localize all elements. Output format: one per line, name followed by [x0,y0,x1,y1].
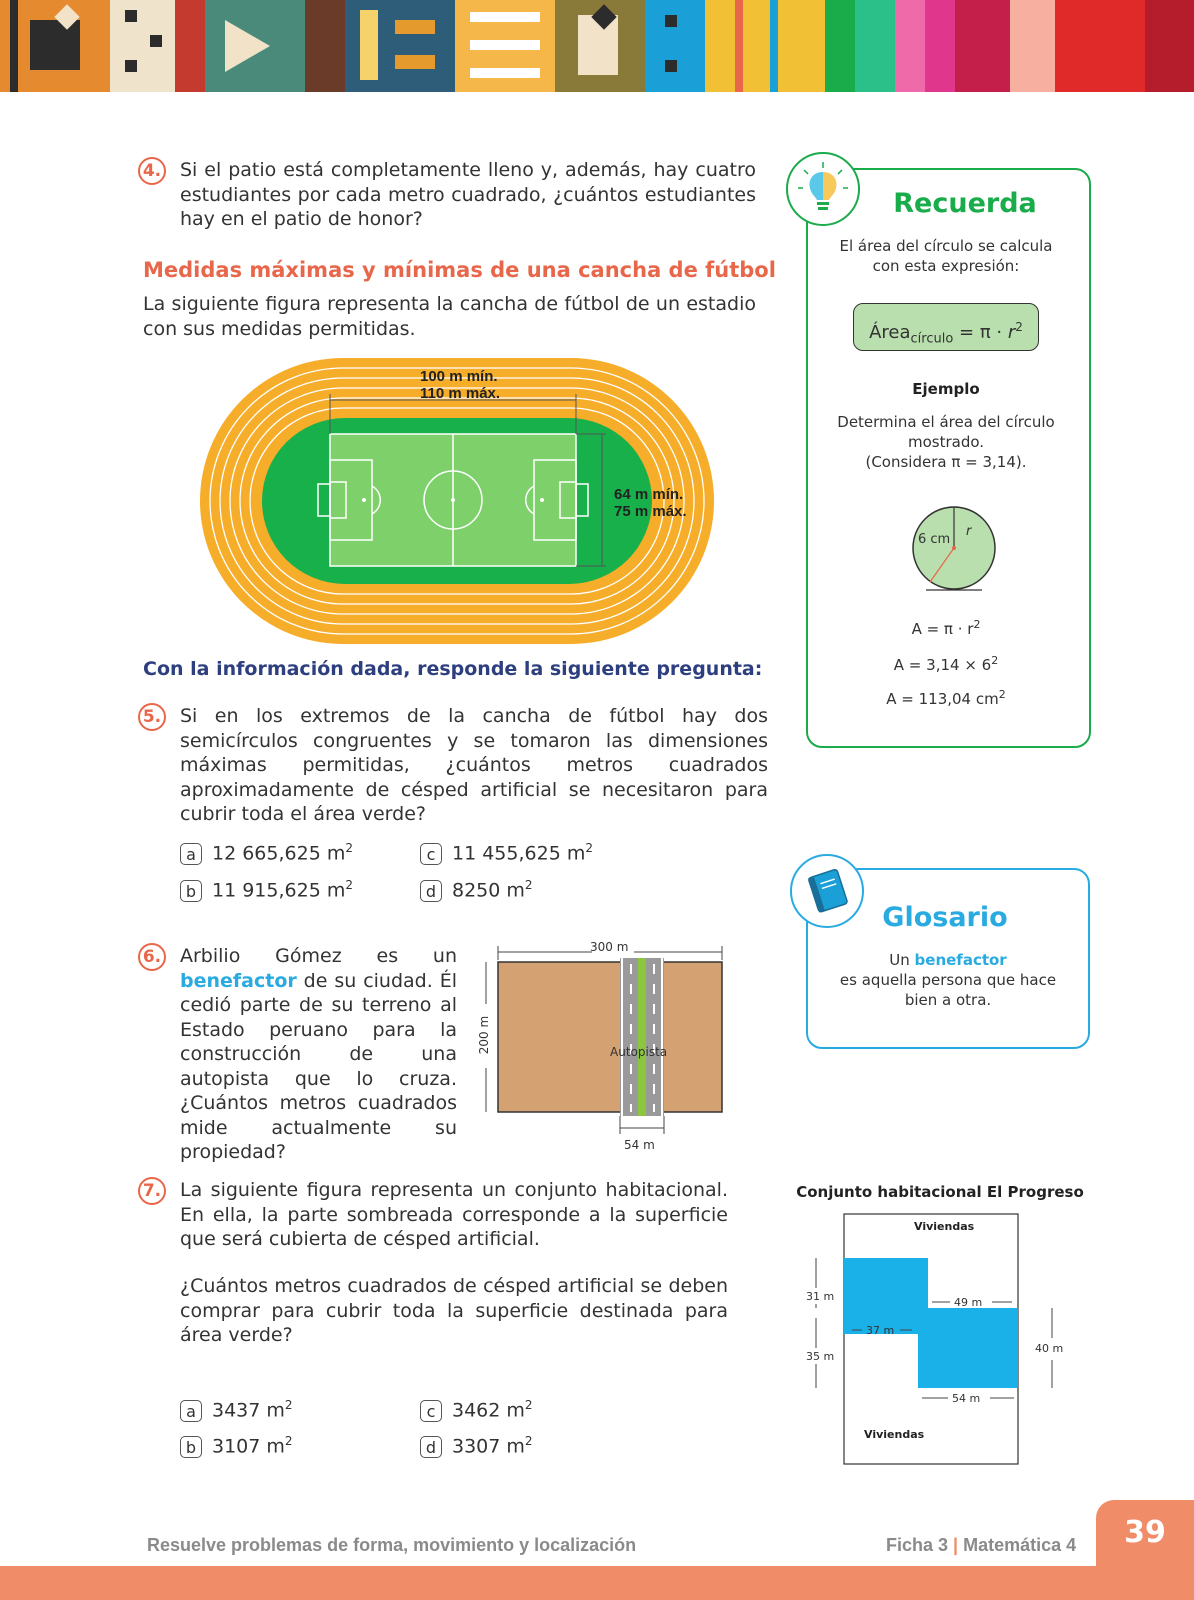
formula-exp: 2 [1015,320,1023,334]
option-exponent: 2 [345,878,353,892]
stadium-height-max: 75 m máx. [614,503,687,520]
dim-31m: 31 m [806,1290,835,1303]
question-6-text [180,944,457,1165]
glosario-pre: Un [889,951,915,969]
q7-option-c[interactable] [420,1392,533,1422]
formula-main: Área [869,322,911,343]
glosario-keyword: benefactor [914,951,1007,969]
question-7-text-2: ¿Cuántos metros cuadrados de césped artificial se deben comprar para cubrir toda la superficie destinada para área verde? [180,1275,728,1346]
example-step-2 [826,654,1066,674]
q6-text-before: Arbilio Gómez es un [180,945,457,967]
dim-35m: 35 m [806,1350,835,1363]
glosario-title: Glosario [882,902,1008,933]
recuerda-text: El área del círculo se calcula con esta expresión: [839,237,1053,275]
option-value: 3307 m [452,1435,525,1458]
q5-option-b[interactable] [180,872,353,902]
option-exponent: 2 [524,1434,533,1448]
housing-bottom-label: Viviendas [864,1428,925,1441]
option-letter: b [180,880,202,902]
formula-subscript: círculo [910,331,954,347]
step-1-exp: 2 [973,618,981,631]
option-value: 8250 m [452,879,525,902]
example-step-1 [826,618,1066,638]
option-letter: d [420,880,442,902]
q7-option-b[interactable] [180,1428,293,1458]
section-title: Medidas máximas y mínimas de una cancha de fútbol [143,258,776,282]
q7-option-a[interactable] [180,1392,293,1422]
step-2-exp: 2 [991,654,999,667]
section-intro: La siguiente figura representa la cancha de fútbol de un estadio con sus medidas permitidas. [143,293,756,340]
option-exponent: 2 [585,841,593,855]
brain-lightbulb-icon [786,152,860,226]
step-2-text: A = 3,14 × 6 [893,656,992,674]
example-step-3 [826,688,1066,708]
housing-figure [800,1210,1070,1470]
example-title: Ejemplo [912,380,980,398]
question-4-number: 4. [138,157,166,185]
q7-option-d[interactable] [420,1428,533,1458]
question-5-text: Si en los extremos de la cancha de fútbol hay dos semicírculos congruentes y se tomaron las dimensiones máximas permitidas, ¿cuántos metros cuadrados aproximadamente de césped artificial se necesitaron para cubrir toda el área verde? [180,705,768,825]
circle-diameter-label: 6 cm [918,532,951,547]
road-label: Autopista [610,1045,668,1059]
example-text-1: Determina el área del círculo mostrado. [837,413,1055,451]
option-letter: a [180,843,202,865]
property-bottom-dimension: 54 m [624,1138,655,1152]
option-letter: b [180,1436,202,1458]
option-letter: d [420,1436,442,1458]
question-5-number: 5. [138,703,166,731]
book-icon [790,854,864,928]
area-formula [853,303,1039,351]
question-7-text-1: La siguiente figura representa un conjunto habitacional. En ella, la parte sombreada corresponde a la superficie que será cubierta de césped artificial. [180,1179,728,1250]
stadium-width-max: 110 m máx. [420,385,501,402]
glosario-definition [828,950,1068,1010]
dim-49m: 49 m [954,1296,983,1309]
option-exponent: 2 [524,878,533,892]
stadium-figure [200,356,714,646]
example-circle [906,502,1000,594]
decorative-banner [0,0,1194,92]
housing-figure-title: Conjunto habitacional El Progreso [796,1183,1084,1201]
footer-right-text [886,1535,1076,1556]
option-letter: c [420,1400,442,1422]
formula-rest: = π · [953,322,1008,343]
dim-54m: 54 m [952,1392,981,1405]
option-exponent: 2 [345,841,353,855]
recuerda-title: Recuerda [893,188,1037,219]
glosario-post: es aquella persona que hace bien a otra. [839,971,1057,1009]
section-prompt: Con la información dada, responde la siguiente pregunta: [143,658,763,680]
stadium-width-min: 100 m mín. [420,368,498,385]
option-value: 12 665,625 m [212,842,346,865]
option-exponent: 2 [524,1398,533,1412]
step-1-text: A = π · r [911,620,974,638]
stadium-height-min: 64 m mín. [614,486,684,503]
example-text-2: (Considera π = 3,14). [865,453,1027,471]
q6-text-after: de su ciudad. Él cedió parte de su terreno al Estado peruano para la construcción de una autopista que lo cruza. ¿Cuántos metros cuadrados mide actualmente su propiedad? [180,969,457,1163]
page-number: 39 [1096,1500,1194,1566]
option-value: 11 915,625 m [212,879,346,902]
formula-r: r [1007,322,1016,343]
question-4-text: Si el patio está completamente lleno y, además, hay cuatro estudiantes por cada metro cuadrado, ¿cuántos estudiantes hay en el patio de honor? [180,159,756,230]
question-6-number: 6. [138,943,166,971]
option-letter: a [180,1400,202,1422]
option-value: 11 455,625 m [452,842,586,865]
option-exponent: 2 [284,1434,293,1448]
circle-radius-label: r [966,524,972,539]
footer-bar [0,1566,1194,1600]
footer-left-text: Resuelve problemas de forma, movimiento y localización [147,1535,637,1555]
property-left-dimension: 200 m [477,1015,492,1055]
option-exponent: 2 [284,1398,293,1412]
option-letter: c [420,843,442,865]
q5-option-d[interactable] [420,872,533,902]
question-7-number: 7. [138,1177,166,1205]
step-3-exp: 2 [998,688,1006,701]
housing-top-label: Viviendas [914,1220,975,1233]
q5-option-c[interactable] [420,835,593,865]
option-value: 3462 m [452,1399,525,1422]
example-text [826,412,1066,472]
footer-subject: Matemática 4 [963,1535,1077,1555]
option-value: 3437 m [212,1399,285,1422]
dim-40m: 40 m [1035,1342,1064,1355]
property-figure [474,938,734,1154]
dim-37m: 37 m [866,1324,895,1337]
q6-keyword: benefactor [180,969,297,992]
step-3-text: A = 113,04 cm [886,690,999,708]
q5-option-a[interactable] [180,835,353,865]
footer-ficha: Ficha 3 [886,1535,949,1555]
footer-separator: | [953,1535,959,1555]
option-value: 3107 m [212,1435,285,1458]
property-top-dimension: 300 m [590,940,629,954]
